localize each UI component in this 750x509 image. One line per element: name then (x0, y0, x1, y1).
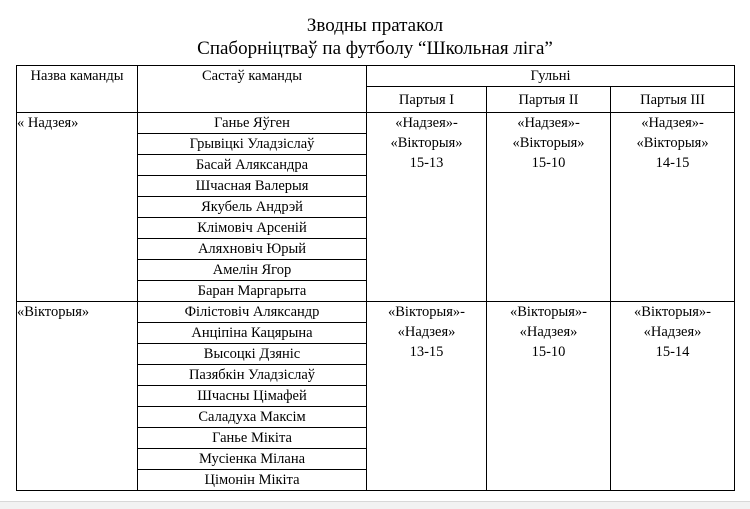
game-score: 15-10 (531, 344, 566, 360)
game-result-part-2 (487, 113, 611, 302)
game-teams-line: «Вікторыя»- (634, 304, 711, 320)
game-result-part-3 (611, 302, 735, 491)
game-teams-line: «Вікторыя» (512, 135, 585, 151)
team-member: Басай Аляксандра (138, 155, 367, 176)
table-row (17, 302, 735, 323)
team-member: Філістовіч Аляксандр (138, 302, 367, 323)
team-member: Мусіенка Мілана (138, 449, 367, 470)
game-score: 15-14 (655, 344, 690, 360)
game-score: 15-10 (531, 155, 566, 171)
protocol-table (16, 65, 735, 491)
game-teams-line: «Надзея»- (641, 115, 704, 131)
game-result-part-1 (367, 302, 487, 491)
team-member: Клімовіч Арсеній (138, 218, 367, 239)
game-result-part-3 (611, 113, 735, 302)
game-teams-line: «Вікторыя» (390, 135, 463, 151)
game-teams-line: «Надзея» (397, 324, 456, 340)
team-member: Саладуха Максім (138, 407, 367, 428)
header-part-2: Партыя ІІ (487, 87, 611, 113)
game-result-part-2 (487, 302, 611, 491)
team-member: Пазябкін Уладзіслаў (138, 365, 367, 386)
header-part-1: Партыя І (367, 87, 487, 113)
game-teams-line: «Надзея»- (395, 115, 458, 131)
game-teams-line: «Вікторыя»- (510, 304, 587, 320)
game-teams-line: «Вікторыя» (636, 135, 709, 151)
table-row (17, 113, 735, 134)
team-member: Шчасны Цімафей (138, 386, 367, 407)
document-subtitle: Спаборніцтваў па футболу “Школьная ліга” (197, 38, 553, 59)
game-teams-line: «Надзея» (643, 324, 702, 340)
team-member: Грывіцкі Уладзіслаў (138, 134, 367, 155)
team-member: Ганье Мікіта (138, 428, 367, 449)
team-name: «Вікторыя» (17, 302, 138, 491)
team-member: Баран Маргарыта (138, 281, 367, 302)
header-team-name: Назва каманды (17, 66, 138, 113)
game-teams-line: «Надзея»- (517, 115, 580, 131)
game-score: 15-13 (409, 155, 444, 171)
team-member: Аляхновіч Юрый (138, 239, 367, 260)
document-title: Зводны пратакол (306, 15, 444, 36)
game-score: 14-15 (655, 155, 690, 171)
team-member: Высоцкі Дзяніс (138, 344, 367, 365)
team-member: Цімонін Мікіта (138, 470, 367, 491)
team-member: Амелін Ягор (138, 260, 367, 281)
game-result-part-1 (367, 113, 487, 302)
team-member: Якубель Андрэй (138, 197, 367, 218)
team-member: Ганье Яўген (138, 113, 367, 134)
header-games: Гульні (367, 66, 735, 87)
team-name: « Надзея» (17, 113, 138, 302)
header-roster: Састаў каманды (138, 66, 367, 113)
team-member: Анціпіна Кацярына (138, 323, 367, 344)
game-teams-line: «Вікторыя»- (388, 304, 465, 320)
header-part-3: Партыя ІІІ (611, 87, 735, 113)
game-teams-line: «Надзея» (519, 324, 578, 340)
game-score: 13-15 (409, 344, 444, 360)
team-member: Шчасная Валерыя (138, 176, 367, 197)
document-titles (0, 14, 750, 60)
